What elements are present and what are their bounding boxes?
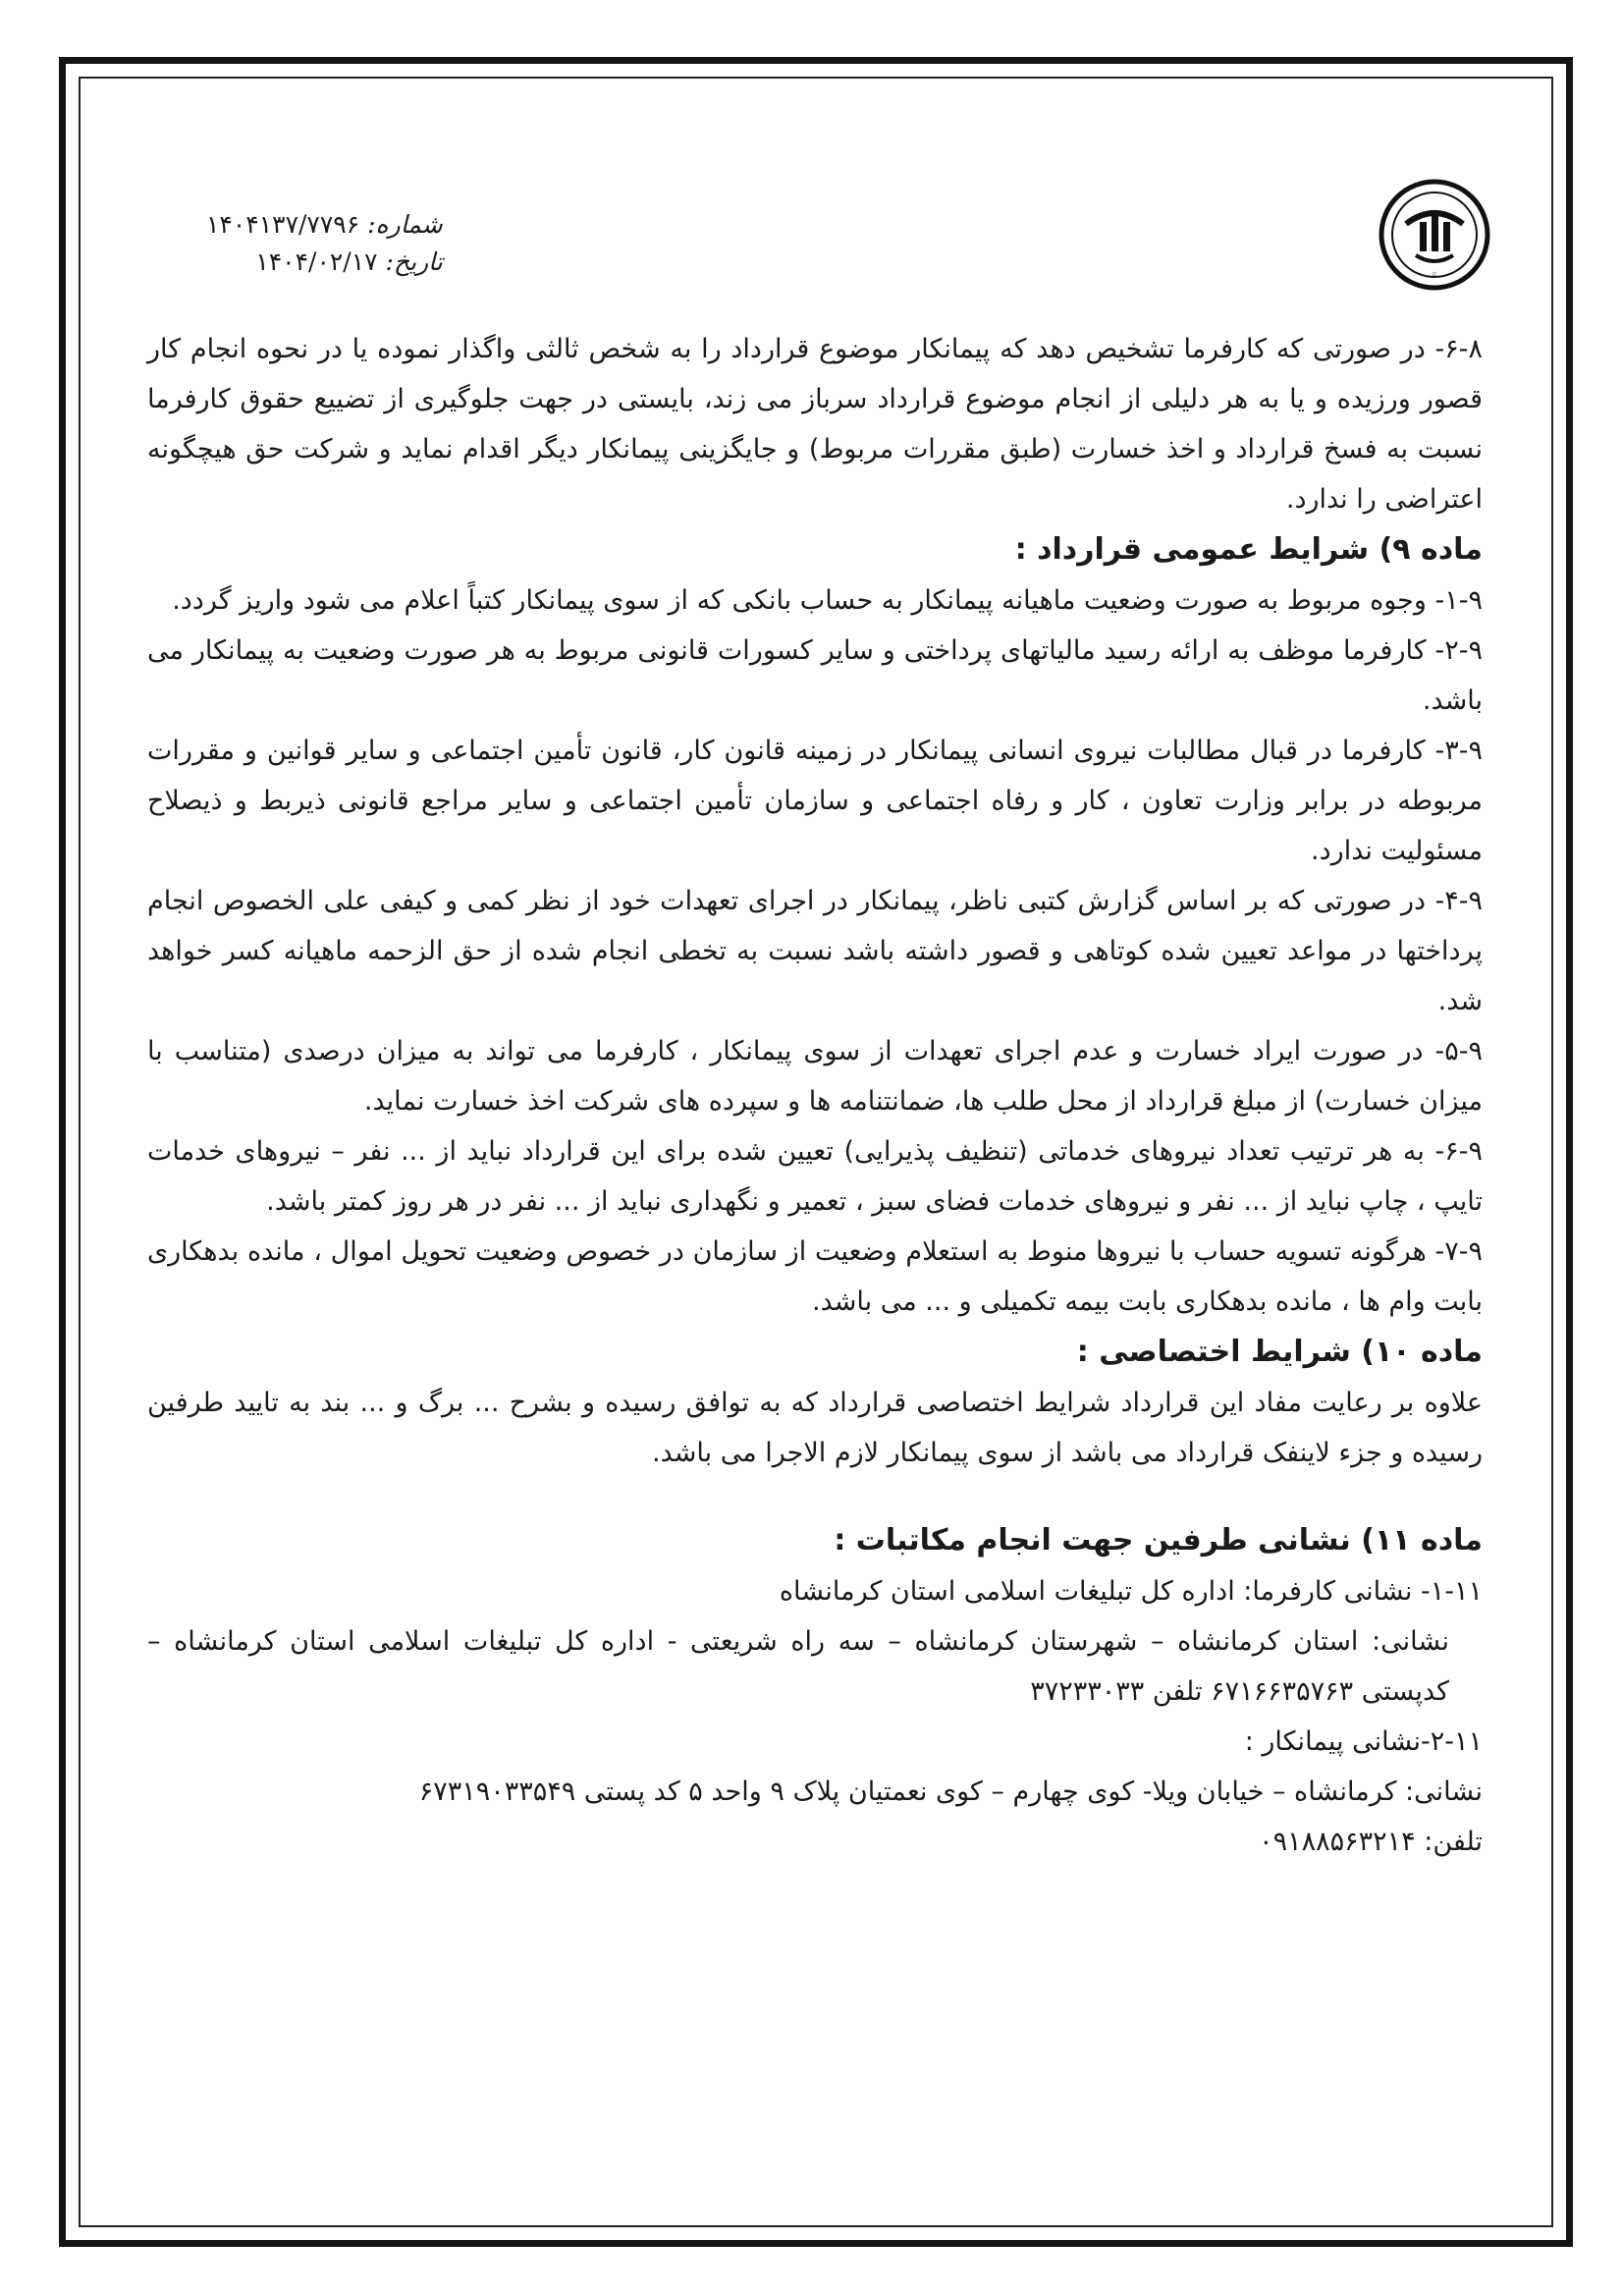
employer-address: نشانی: استان کرمانشاه – شهرستان کرمانشاه – سه راه شریعتی - اداره کل تبلیغات اسلامی استان کرمانشاه – کدپستی ۶۷۱۶۶۳۵۷۶۳ تلفن ۳۷۲۳۳۰۳۳ [147, 1626, 1449, 1707]
clause-9-6: ۶-۹- به هر ترتیب تعداد نیروهای خدماتی (تنظیف پذیرایی) تعیین شده برای این قرارداد نباید از ... نفر – نیروهای خدمات تایپ ، چاپ نباید از ... نفر و نیروهای خدمات فضای سبز ، تعمیر و نگهداری نباید از ... نفر در هر روز کمتر باشد. [147, 1136, 1483, 1217]
article-11-title: ماده ۱۱) نشانی طرفین جهت انجام مکاتبات : [834, 1523, 1483, 1558]
letter-meta [206, 206, 443, 281]
organization-seal-icon [1377, 177, 1492, 293]
document-body [147, 177, 1483, 1867]
letter-number: شماره: ۱۴۰۴۱۳۷/۷۷۹۶ [206, 210, 443, 239]
contractor-address-heading: ۲-۱۱-نشانی پیمانکار : [1244, 1726, 1483, 1757]
contractor-address: نشانی: کرمانشاه – خیابان ویلا- کوی چهارم – کوی نعمتیان پلاک ۹ واحد ۵ کد پستی ۶۷۳۱۹۰۳۳۵۴۹ [418, 1777, 1483, 1807]
letter-header [147, 177, 1483, 324]
clause-9-7: ۷-۹- هرگونه تسویه حساب با نیروها منوط به استعلام وضعیت از سازمان در خصوص وضعیت تحویل اموال ، مانده بدهکاری بابت وام ها ، مانده بدهکاری بابت بیمه تکمیلی و ... می باشد. [147, 1236, 1483, 1317]
svg-text:۞: ۞ [1432, 268, 1437, 277]
clause-9-3: ۳-۹- کارفرما در قبال مطالبات نیروی انسانی پیمانکار در زمینه قانون کار، قانون تأمین اجتماعی و سایر قوانین و مقررات مربوطه در برابر وزارت تعاون ، کار و رفاه اجتماعی و سازمان تأمین اجتماعی و سایر مراجع قانونی ذیربط و ذیصلاح مسئولیت ندارد. [147, 736, 1483, 866]
letter-date: تاریخ: ۱۴۰۴/۰۲/۱۷ [255, 247, 443, 276]
article-10-title: ماده ۱۰) شرایط اختصاصی : [1076, 1335, 1483, 1369]
clause-9-4: ۴-۹- در صورتی که بر اساس گزارش کتبی ناظر، پیمانکار در اجرای تعهدات خود از نظر کمی و کیفی علی الخصوص انجام پرداختها در مواعد تعیین شده کوتاهی و قصور داشته باشد نسبت به تخطی انجام شده از حق الزحمه ماهیانه کسر خواهد شد. [147, 886, 1483, 1016]
article-10-body: علاوه بر رعایت مفاد این قرارداد شرایط اختصاصی قرارداد که به توافق رسیده و بشرح ... برگ و ... بند به تایید طرفین رسیده و جزء لاینفک قرارداد می باشد از سوی پیمانکار لازم الاجرا می باشد. [147, 1388, 1483, 1468]
article-9-title: ماده ۹) شرایط عمومی قرارداد : [1014, 532, 1483, 567]
clause-9-2: ۲-۹- کارفرما موظف به ارائه رسید مالیاتهای پرداختی و سایر کسورات قانونی مربوط به هر صورت وضعیت به پیمانکار می باشد. [147, 635, 1483, 716]
clause-9-5: ۵-۹- در صورت ایراد خسارت و عدم اجرای تعهدات از سوی پیمانکار ، کارفرما می تواند به میزان درصدی (متناسب با میزان خسارت) از مبلغ قرارداد از محل طلب ها، ضمانتنامه ها و سپرده های شرکت اخذ خسارت نماید. [147, 1036, 1483, 1117]
clause-6-8: ۶-۸- در صورتی که کارفرما تشخیص دهد که پیمانکار موضوع قرارداد را به شخص ثالثی واگذار نموده یا در نحوه انجام کار قصور ورزیده و یا به هر دلیلی از انجام موضوع قرارداد سرباز می زند، بایستی در جهت جلوگیری از تضییع حقوق کارفرما نسبت به فسخ قرارداد و اخذ خسارت (طبق مقررات مربوط) و جایگزینی پیمانکار دیگر اقدام نماید و شرکت حق هیچگونه اعتراضی را ندارد. [147, 334, 1483, 515]
employer-address-heading: ۱-۱۱- نشانی کارفرما: اداره کل تبلیغات اسلامی استان کرمانشاه [779, 1576, 1483, 1607]
clause-9-1: ۱-۹- وجوه مربوط به صورت وضعیت ماهیانه پیمانکار به حساب بانکی که از سوی پیمانکار کتباً اعلام می شود واریز گردد. [172, 585, 1483, 616]
contractor-phone: تلفن: ۰۹۱۸۸۵۶۳۲۱۴ [1259, 1827, 1483, 1857]
